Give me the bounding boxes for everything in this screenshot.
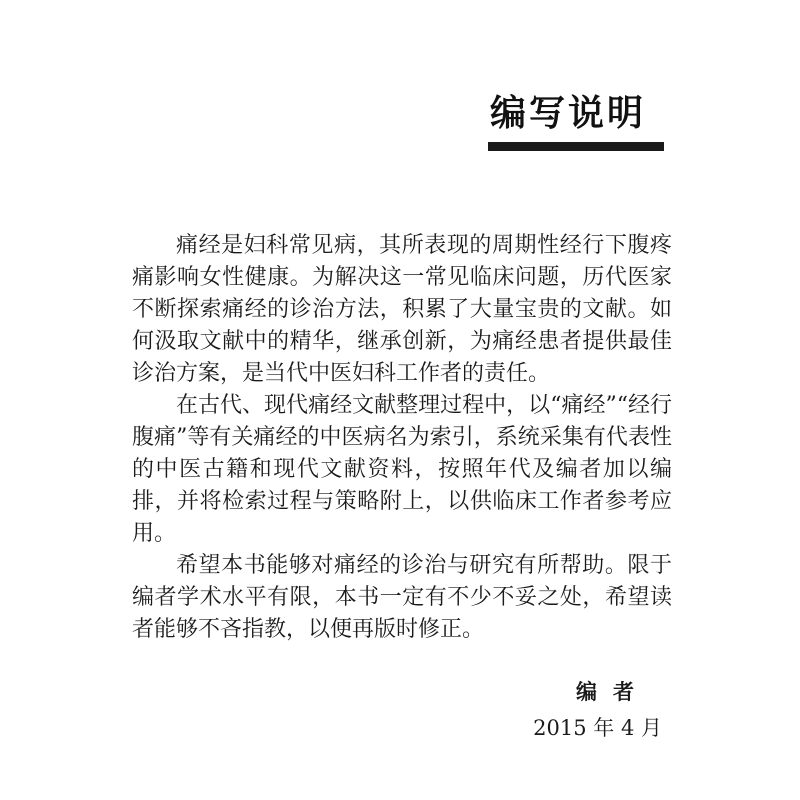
- body-text: [132, 230, 672, 646]
- paragraph-2: 在古代、现代痛经文献整理过程中，以“痛经”“经行腹痛”等有关痛经的中医病名为索引，系统采集有代表性的中医古籍和现代文献资料，按照年代及编者加以编排，并将检索过程与策略附上，以供临床工作者参考应用。: [132, 393, 672, 546]
- page-title: 编写说明: [490, 93, 647, 134]
- title-underline: [488, 142, 664, 151]
- paragraph-3: 希望本书能够对痛经的诊治与研究有所帮助。限于编者学术水平有限，本书一定有不少不妥之处，希望读者能够不吝指教，以便再版时修正。: [132, 553, 672, 642]
- publication-date: 2015 年 4 月: [533, 716, 662, 740]
- paragraph-1: 痛经是妇科常见病，其所表现的周期性经行下腹疼痛影响女性健康。为解决这一常见临床问题，历代医家不断探索痛经的诊治方法，积累了大量宝贵的文献。如何汲取文献中的精华，继承创新，为痛经患者提供最佳诊治方案，是当代中医妇科工作者的责任。: [132, 233, 672, 386]
- author-signature: 编者: [576, 679, 650, 704]
